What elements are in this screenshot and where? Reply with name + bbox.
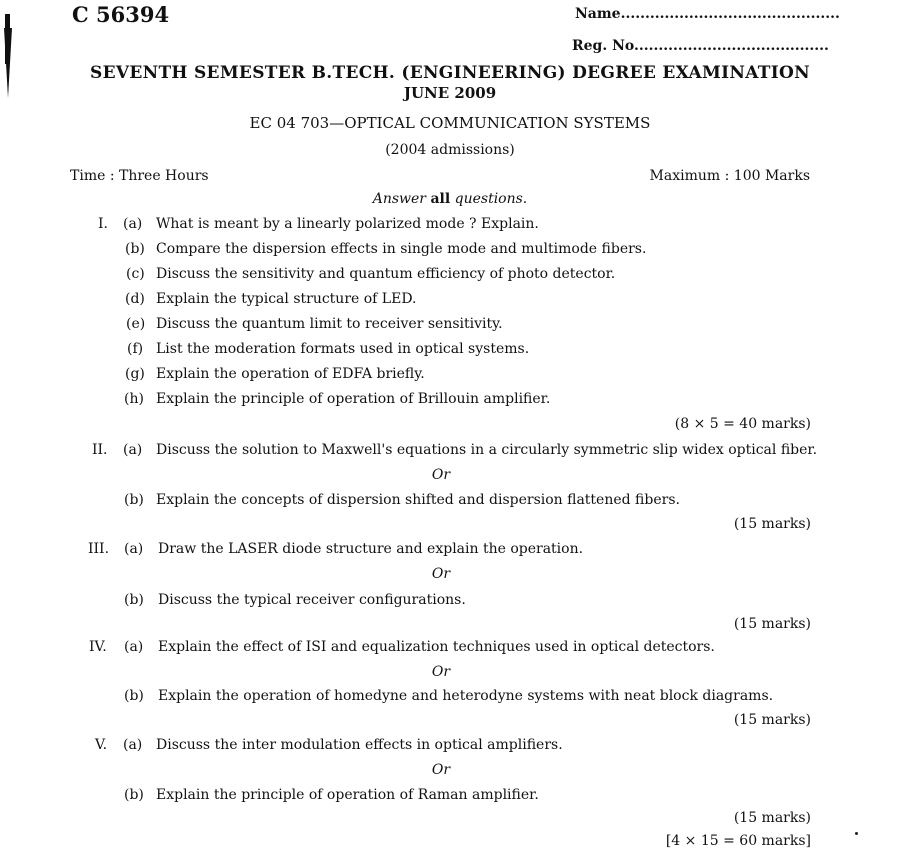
item-label: (b): [125, 241, 145, 257]
question-text: Explain the operation of homedyne and heterodyne systems with neat block diagrams.: [158, 688, 774, 704]
marks-allocation: (15 marks): [733, 810, 811, 826]
or-separator: Or: [431, 664, 451, 680]
instruction-pre: Answer: [372, 191, 426, 207]
instruction-bold: all: [430, 191, 451, 207]
item-label: (a): [123, 737, 143, 753]
time-allowed: Time : Three Hours: [70, 168, 209, 184]
marks-allocation: (15 marks): [733, 516, 811, 532]
question-text: Compare the dispersion effects in single mode and multimode fibers.: [156, 241, 647, 257]
question-number: V.: [95, 737, 108, 753]
total-marks: [4 × 15 = 60 marks]: [665, 833, 811, 849]
item-label: (h): [124, 391, 144, 407]
marks-allocation: (8 × 5 = 40 marks): [674, 416, 811, 432]
item-label: (b): [124, 492, 144, 508]
or-separator: Or: [431, 762, 451, 778]
name-field: Name.............................................: [575, 6, 840, 22]
item-label: (e): [126, 316, 146, 332]
question-text: Discuss the inter modulation effects in optical amplifiers.: [156, 737, 563, 753]
item-label: (c): [126, 266, 145, 282]
question-text: Explain the operation of EDFA briefly.: [156, 366, 425, 382]
item-label: (a): [124, 639, 144, 655]
question-text: Explain the concepts of dispersion shifted and dispersion flattened fibers.: [156, 492, 680, 508]
item-label: (a): [123, 442, 143, 458]
question-text: Discuss the solution to Maxwell's equations in a circularly symmetric slip widex optical fiber.: [156, 442, 818, 458]
question-text: Explain the principle of operation of Raman amplifier.: [156, 787, 539, 803]
question-text: Discuss the quantum limit to receiver sensitivity.: [156, 316, 503, 332]
question-number: III.: [88, 541, 110, 557]
item-label: (f): [127, 341, 144, 357]
paper-code: C 56394: [72, 2, 170, 27]
item-label: (b): [124, 592, 144, 608]
question-number: I.: [98, 216, 108, 232]
question-text: What is meant by a linearly polarized mode ? Explain.: [156, 216, 539, 232]
question-text: List the moderation formats used in optical systems.: [156, 341, 530, 357]
or-separator: Or: [431, 566, 451, 582]
instruction: [0, 191, 900, 207]
item-label: (b): [124, 787, 144, 803]
instruction-post: questions.: [454, 191, 528, 207]
question-text: Explain the principle of operation of Brillouin amplifier.: [156, 391, 551, 407]
admissions-note: (2004 admissions): [385, 142, 515, 158]
maximum-marks: Maximum : 100 Marks: [649, 168, 810, 184]
reg-no-field: Reg. No........................................: [572, 38, 829, 54]
item-label: (a): [123, 216, 143, 232]
question-text: Explain the effect of ISI and equalization techniques used in optical detectors.: [158, 639, 715, 655]
marks-allocation: (15 marks): [733, 712, 811, 728]
subject-title: EC 04 703—OPTICAL COMMUNICATION SYSTEMS: [249, 114, 651, 132]
question-number: IV.: [89, 639, 107, 655]
item-label: (g): [125, 366, 145, 382]
exam-title: SEVENTH SEMESTER B.TECH. (ENGINEERING) DEGREE EXAMINATION: [90, 63, 810, 83]
or-separator: Or: [431, 467, 451, 483]
scan-speck: [855, 832, 858, 835]
question-number: II.: [92, 442, 108, 458]
exam-date: JUNE 2009: [403, 84, 497, 102]
question-text: Draw the LASER diode structure and explain the operation.: [158, 541, 584, 557]
item-label: (a): [124, 541, 144, 557]
question-text: Discuss the sensitivity and quantum efficiency of photo detector.: [156, 266, 616, 282]
question-text: Discuss the typical receiver configurations.: [158, 592, 466, 608]
marks-allocation: (15 marks): [733, 616, 811, 632]
question-text: Explain the typical structure of LED.: [156, 291, 417, 307]
item-label: (b): [124, 688, 144, 704]
item-label: (d): [125, 291, 145, 307]
